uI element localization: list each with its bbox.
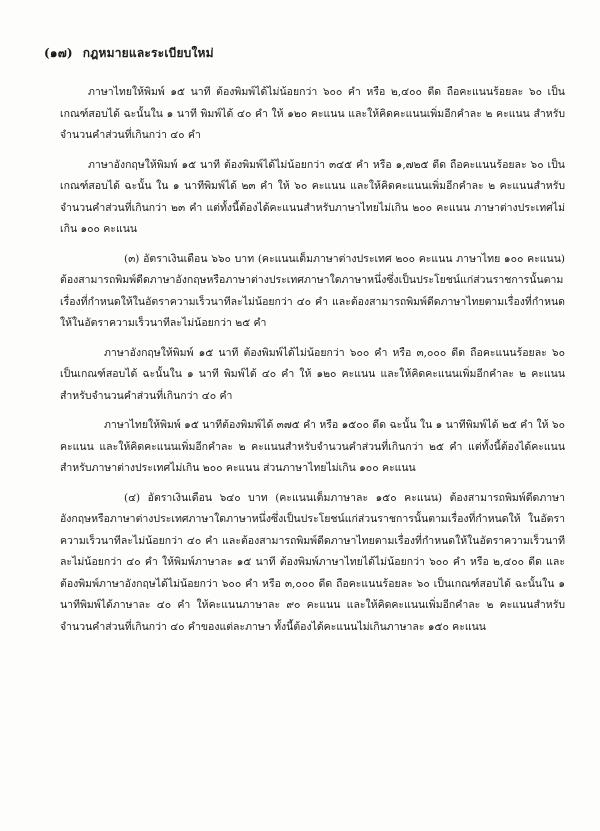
paragraph-english-typing-15min: ภาษาอังกฤษให้พิมพ์ ๑๕ นาที ต้องพิมพ์ได้ไม่น้อยกว่า ๓๔๕ คำ หรือ ๑,๗๒๕ ดีด ถือคะแนนร้อยละ ๖๐ เป็นเกณฑ์สอบได้ ฉะนั้น ใน ๑ นาทีพิมพ์ได้ ๒๓ คำ ให้ ๖๐ คะแนน และให้คิดคะแนนเพิ่มอีกคำละ ๒ คะแนนสำหรับจำนวนคำส่วนที่เกินกว่า ๒๓ คำ แต่ทั้งนี้ต้องได้คะแนนสำหรับภาษาไทยไม่เกิน ๒๐๐ คะแนน ภาษาต่างประเทศไม่เกิน ๑๐๐ คะแนน bbox=[60, 158, 565, 235]
paragraph-english-typing-600-words: ภาษาอังกฤษให้พิมพ์ ๑๕ นาที ต้องพิมพ์ได้ไม่น้อยกว่า ๖๐๐ คำ หรือ ๓,๐๐๐ ดีด ถือคะแนนร้อยละ ๖๐ เป็นเกณฑ์สอบได้ ฉะนั้นใน ๑ นาที พิมพ์ได้ ๔๐ คำ ให้ ๑๒๐ คะแนน และให้คิดคะแนนเพิ่มอีกคำละ ๒ คะแนนสำหรับจำนวนคำส่วนที่เกินกว่า ๔๐ คำ bbox=[60, 346, 565, 402]
paragraph-item-3-salary-660: (๓) อัตราเงินเดือน ๖๖๐ บาท (คะแนนเต็มภาษาต่างประเทศ ๒๐๐ คะแนน ภาษาไทย ๑๐๐ คะแนน) ต้องสามารถพิมพ์ดีดภาษาอังกฤษหรือภาษาต่างประเทศภาษาใดภาษาหนึ่งซึ่งเป็นประโยชน์แก่ส่วนราชการนั้นตามเรื่องที่กำหนดให้ในอัตราความเร็วนาทีละไม่น้อยกว่า ๔๐ คำ และต้องสามารถพิมพ์ดีดภาษาไทยตามเรื่องที่กำหนดให้ในอัตราความเร็วนาทีละไม่น้อยกว่า ๒๕ คำ bbox=[60, 252, 565, 329]
paragraph-thai-typing-15min: ภาษาไทยให้พิมพ์ ๑๕ นาที ต้องพิมพ์ได้ไม่น้อยกว่า ๖๐๐ คำ หรือ ๒,๔๐๐ ดีด ถือคะแนนร้อยละ ๖๐ เป็นเกณฑ์สอบได้ ฉะนั้นใน ๑ นาที พิมพ์ได้ ๔๐ คำ ให้ ๑๒๐ คะแนน และให้คิดคะแนนเพิ่มอีกคำละ ๒ คะแนน สำหรับจำนวนคำส่วนที่เกินกว่า ๔๐ คำ bbox=[60, 86, 565, 141]
page-number: (๑๗) bbox=[44, 46, 73, 60]
page-title: กฎหมายและระเบียบใหม่ bbox=[82, 46, 214, 60]
paragraph-thai-typing-375-words: ภาษาไทยให้พิมพ์ ๑๕ นาทีต้องพิมพ์ได้ ๓๗๕ คำ หรือ ๑๕๐๐ ดีด ฉะนั้น ใน ๑ นาทีพิมพ์ได้ ๒๕ คำ ให้ ๖๐ คะแนน และให้คิดคะแนนเพิ่มอีกคำละ ๒ คะแนนสำหรับจำนวนคำส่วนที่เกินกว่า ๒๕ คำ แต่ทั้งนี้ต้องได้คะแนนสำหรับภาษาต่างประเทศไม่เกิน ๒๐๐ คะแนน ส่วนภาษาไทยไม่เกิน ๑๐๐ คะแนน bbox=[60, 419, 565, 474]
body-text bbox=[60, 82, 565, 646]
paragraph-item-4-salary-640: (๔) อัตราเงินเดือน ๖๔๐ บาท (คะแนนเต็มภาษาละ ๑๕๐ คะแนน) ต้องสามารถพิมพ์ดีดภาษาอังกฤษหรือภาษาต่างประเทศภาษาใดภาษาหนึ่งซึ่งเป็นประโยชน์แก่ส่วนราชการนั้นตามเรื่องที่กำหนดให้ ในอัตราความเร็วนาทีละไม่น้อยกว่า ๔๐ คำ และต้องสามารถพิมพ์ดีดภาษาไทยตามเรื่องที่กำหนดให้ในอัตราความเร็วนาทีละไม่น้อยกว่า ๔๐ คำ ให้พิมพ์ภาษาละ ๑๕ นาที ต้องพิมพ์ภาษาไทยได้ไม่น้อยกว่า ๖๐๐ คำ หรือ ๒,๔๐๐ ดีด และต้องพิมพ์ภาษาอังกฤษได้ไม่น้อยกว่า ๖๐๐ คำ หรือ ๓,๐๐๐ ดีด ถือคะแนนร้อยละ ๖๐ เป็นเกณฑ์สอบได้ ฉะนั้นใน ๑ นาทีพิมพ์ได้ภาษาละ ๔๐ คำ ให้คะแนนภาษาละ ๙๐ คะแนน และให้คิดคะแนนเพิ่มอีกคำละ ๒ คะแนนสำหรับจำนวนคำส่วนที่เกินกว่า ๔๐ คำของแต่ละภาษา ทั้งนี้ต้องได้คะแนนไม่เกินภาษาละ ๑๕๐ คะแนน bbox=[60, 491, 565, 633]
page-header bbox=[44, 44, 214, 63]
